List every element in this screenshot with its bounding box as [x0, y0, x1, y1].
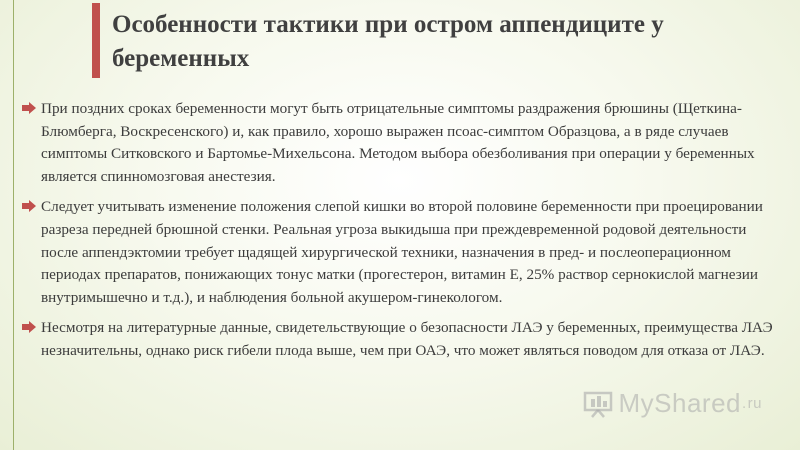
bullet-item [22, 196, 782, 309]
title-accent-bar [92, 3, 100, 78]
watermark-dot: . [741, 395, 747, 412]
slide-content [22, 98, 782, 371]
bullet-item [22, 317, 782, 362]
arrow-bullet-icon [22, 321, 36, 333]
presentation-board-icon [583, 390, 613, 418]
bullet-text: Следует учитывать изменение положения слепой кишки во второй половине беременности при проецировании разреза передней брюшной стенки. Реальная угроза выкидыша при преждевременной родовой деятельности после аппендэктомии требует щадящей хирургической техники, назначения в пред- и послеоперационном периодах препаратов, понижающих тонус матки (прогестерон, витамин Е, 25% раствор сернокислой магнезии внутримышечно и т.д.), и наблюдения больной акушером-гинекологом. [41, 198, 763, 306]
watermark-suffix: ru [747, 395, 762, 412]
watermark-name: MyShared [618, 388, 741, 418]
arrow-bullet-icon [22, 102, 36, 114]
slide-title: Особенности тактики при остром аппендиците у беременных [112, 11, 664, 72]
arrow-bullet-icon [22, 200, 36, 212]
bullet-text: Несмотря на литературные данные, свидетельствующие о безопасности ЛАЭ у беременных, преимущества ЛАЭ незначительны, однако риск гибели плода выше, чем при ОАЭ, что может являться поводом для отказа от ЛАЭ. [41, 319, 773, 359]
bullet-item [22, 98, 782, 188]
decorative-left-line [13, 0, 14, 450]
bullet-text: При поздних сроках беременности могут быть отрицательные симптомы раздражения брюшины (Щеткина-Блюмберга, Воскресенского) и, как правило, хорошо выражен псоас-симптом Образцова, а в ряде случаев симптомы Ситковского и Бартомье-Михельсона. Методом выбора обезболивания при операции у беременных является спинномозговая анестезия. [41, 100, 755, 185]
myshared-watermark [583, 388, 762, 419]
